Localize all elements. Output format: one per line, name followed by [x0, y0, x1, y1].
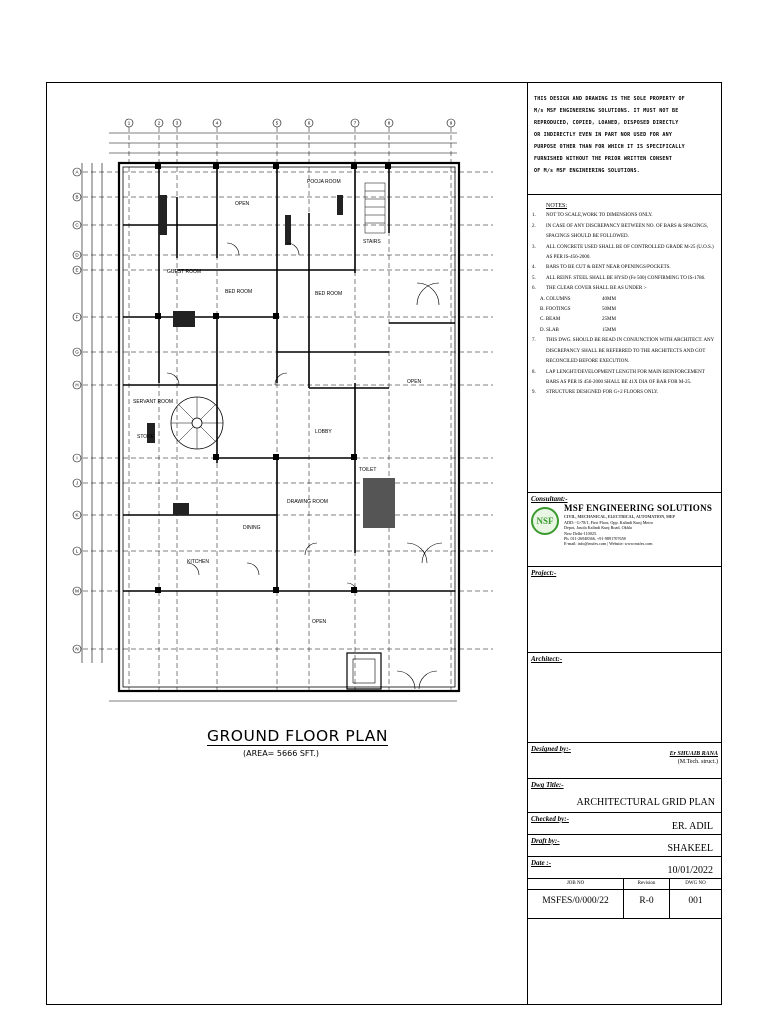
firm-address	[564, 520, 716, 546]
grid-label-left: K	[75, 512, 79, 518]
note-item	[532, 263, 717, 273]
drawing-number-cell	[670, 879, 721, 919]
cover-row	[532, 295, 717, 305]
room-label: TOILET	[359, 467, 377, 473]
revision-header: Revision	[624, 879, 669, 890]
drawing-area	[47, 83, 528, 1004]
room-label: BED ROOM	[315, 291, 343, 297]
grid-label-left: G	[75, 349, 79, 355]
drawing-number-value: 001	[688, 896, 703, 906]
drawing-title: ARCHITECTURAL GRID PLAN	[576, 797, 715, 808]
drawn-by-name: SHAKEEL	[667, 843, 713, 854]
cover-label: C. BEAM	[540, 317, 561, 323]
drawing-meta-table	[528, 879, 721, 919]
revision-cell	[624, 879, 670, 919]
note-number: 2.	[532, 223, 536, 229]
drawing-sheet	[46, 82, 722, 1005]
note-number: 4.	[532, 265, 536, 271]
note-item	[532, 243, 717, 264]
note-item	[532, 388, 717, 398]
floor-plan	[47, 83, 527, 723]
address-line: Ph. 011-26948366, +91-9891707658	[564, 535, 626, 541]
designer-qualification: (M.Tech. struct.)	[677, 759, 718, 765]
note-item	[532, 368, 717, 389]
drawing-title-label: Dwg Title:-	[531, 781, 564, 789]
checked-by-section	[528, 813, 721, 835]
title-block	[528, 83, 721, 1004]
drawn-by-section	[528, 835, 721, 857]
grid-label-top: 9	[449, 120, 453, 126]
grid-label-left: A	[75, 169, 79, 175]
job-number-value: MSFES/0/000/22	[542, 896, 609, 906]
cover-value: 50MM	[602, 307, 616, 313]
cover-row	[532, 326, 717, 336]
grid-label-left: M	[75, 588, 79, 594]
architect-section	[528, 653, 721, 743]
consultant-label: Consultant:-	[531, 495, 568, 503]
grid-label-top: 5	[275, 120, 279, 126]
note-item	[532, 336, 717, 367]
room-label: BED ROOM	[225, 289, 253, 295]
disclaimer-line: OF M/s MSF ENGINEERING SOLUTIONS.	[534, 168, 640, 174]
drawing-title-section	[528, 779, 721, 813]
room-label: POOJA ROOM	[307, 179, 341, 185]
note-text: ALL REINF. STEEL SHALL BE HYSD (Fe 500) CONFIRMING TO IS-1786.	[546, 275, 706, 281]
room-label: OPEN	[235, 201, 250, 207]
grid-label-left: J	[75, 480, 79, 486]
room-label: LOBBY	[315, 429, 332, 435]
note-number: 3.	[532, 244, 536, 250]
grid-label-left: L	[75, 548, 79, 554]
grid-label-top: 1	[127, 120, 131, 126]
drawing-number-header: DWG NO	[670, 879, 721, 890]
grid-label-top: 6	[307, 120, 311, 126]
note-text: IN CASE OF ANY DISCREPANCY BETWEEN NO. OF BARS & SPACINGS, SPACINGS SHOULD BE FOLLOWED.	[546, 223, 709, 240]
note-number: 5.	[532, 275, 536, 281]
logo-text: NSF	[536, 516, 554, 526]
grid-label-top: 3	[175, 120, 179, 126]
note-text: THIS DWG. SHOULD BE READ IN CONJUNCTION WITH ARCHITECT. ANY DISCREPANCY SHALL BE REFERRED TO THE ARCHITECTS AND GOT RECONCILED BEFORE EXECUTION.	[546, 338, 715, 365]
notes-section	[528, 195, 721, 493]
architect-label: Architect:-	[531, 655, 563, 663]
plan-title: GROUND FLOOR PLAN	[207, 727, 388, 745]
revision-value: R-0	[639, 896, 654, 906]
grid-label-left: H	[75, 382, 79, 388]
cover-value: 25MM	[602, 317, 616, 323]
note-text: STRUCTURE DESIGNED FOR G+2 FLOORS ONLY.	[546, 390, 659, 396]
company-logo-icon	[531, 507, 559, 535]
note-number: 1.	[532, 213, 536, 219]
grid-label-top: 4	[215, 120, 219, 126]
note-number: 7.	[532, 338, 536, 344]
drawn-by-label: Draft by:-	[531, 837, 560, 845]
job-number-header: JOB NO	[528, 879, 623, 890]
firm-name: MSF ENGINEERING SOLUTIONS	[564, 503, 713, 513]
note-item	[532, 284, 717, 294]
date-value: 10/01/2022	[667, 865, 713, 876]
note-text: BARS TO BE CUT & BENT NEAR OPENINGS/POCKETS.	[546, 265, 671, 271]
project-section	[528, 567, 721, 653]
date-section	[528, 857, 721, 879]
note-text: LAP LENGHT/DEVELOPMENT LENGTH FOR MAIN REINFORCEMENT BARS AS PER IS 456-2000 SHALL BE 41X DIA OF BAR FOR M-25.	[546, 369, 705, 385]
disclaimer-line: THIS DESIGN AND DRAWING IS THE SOLE PROPERTY OF	[534, 96, 685, 102]
project-label: Project:-	[531, 569, 557, 577]
grid-label-left: N	[75, 646, 79, 652]
address-line: ADD:- G-78/1, First Floor, Opp. Kalindi Kunj Metro	[564, 520, 653, 525]
cover-value: 40MM	[602, 296, 616, 302]
date-label: Date :-	[531, 859, 552, 867]
room-label: OPEN	[312, 619, 327, 625]
room-label: GUEST ROOM	[167, 269, 202, 275]
grid-label-left: D	[75, 252, 79, 258]
cover-label: B. FOOTINGS	[540, 307, 571, 313]
grid-label-top: 7	[353, 120, 357, 126]
designed-by-label: Designed by:-	[531, 745, 571, 753]
notes-title: NOTES:	[546, 203, 567, 209]
cover-row	[532, 305, 717, 315]
address-line: E-mail: info@msfes.com | Website: www.msfes.com	[564, 541, 653, 547]
cover-row	[532, 315, 717, 325]
grid-label-left: B	[75, 194, 79, 200]
room-label: STORE	[137, 434, 155, 440]
checked-by-name: ER. ADIL	[671, 821, 713, 832]
address-line: New Delhi-110025.	[564, 530, 598, 536]
disclaimer-line: REPRODUCED, COPIED, LOANED, DISPOSED DIRECTLY	[534, 120, 679, 126]
note-number: 6.	[532, 286, 536, 292]
note-number: 8.	[532, 369, 536, 375]
room-label: DINING	[243, 525, 261, 531]
disclaimer-line: FURNISHED WITHOUT THE PRIOR WRITTEN CONSENT	[534, 156, 673, 162]
grid-label-top: 8	[387, 120, 391, 126]
room-label: OPEN	[407, 379, 422, 385]
cover-value: 15MM	[602, 327, 616, 333]
grid-label-left: E	[75, 267, 79, 273]
grid-label-left: C	[75, 222, 79, 228]
room-label: DRAWING ROOM	[287, 499, 328, 505]
plan-area: (AREA= 5666 SFT.)	[243, 749, 319, 758]
disclaimer-line: PURPOSE OTHER THAN FOR WHICH IT IS SPECIFICALLY	[534, 144, 685, 150]
consultant-section	[528, 493, 721, 567]
note-text: THE CLEAR COVER SHALL BE AS UNDER :-	[546, 286, 647, 292]
room-label: KITCHEN	[187, 559, 209, 565]
room-label: SERVANT ROOM	[133, 399, 174, 405]
address-line: Depot, Jasola Kalindi Kunj Road, Okhla	[564, 525, 632, 531]
cover-label: A. COLUMNS	[540, 296, 571, 302]
note-item	[532, 274, 717, 284]
grid-label-left: I	[76, 455, 78, 461]
disclaimer-line: M/s MSF ENGINEERING SOLUTIONS. IT MUST NOT BE	[534, 108, 679, 114]
note-text: ALL CONCRETE USED SHALL BE OF CONTROLLED GRADE M-25 (U.O.S.) AS PER IS-456-2000.	[546, 244, 714, 261]
room-label: STAIRS	[363, 239, 381, 245]
disclaimer-line: OR INDIRECTLY EVEN IN PART NOR USED FOR ANY	[534, 132, 673, 138]
checked-by-label: Checked by:-	[531, 815, 569, 823]
cover-label: D. SLAB	[540, 327, 559, 333]
note-item	[532, 211, 717, 221]
grid-label-left: F	[75, 314, 79, 320]
note-item	[532, 222, 717, 243]
designer-name: Er SHUAIB RANA	[669, 751, 718, 757]
grid-label-top: 2	[157, 120, 161, 126]
designed-by-section	[528, 743, 721, 779]
note-number: 9.	[532, 390, 536, 396]
firm-subtitle: CIVIL, MECHANICAL, ELECTRICAL, AUTOMATION, MEP	[564, 514, 675, 519]
note-text: NOT TO SCALE,WORK TO DIMENSIONS ONLY.	[546, 213, 653, 219]
job-number-cell	[528, 879, 624, 919]
disclaimer	[528, 83, 721, 195]
